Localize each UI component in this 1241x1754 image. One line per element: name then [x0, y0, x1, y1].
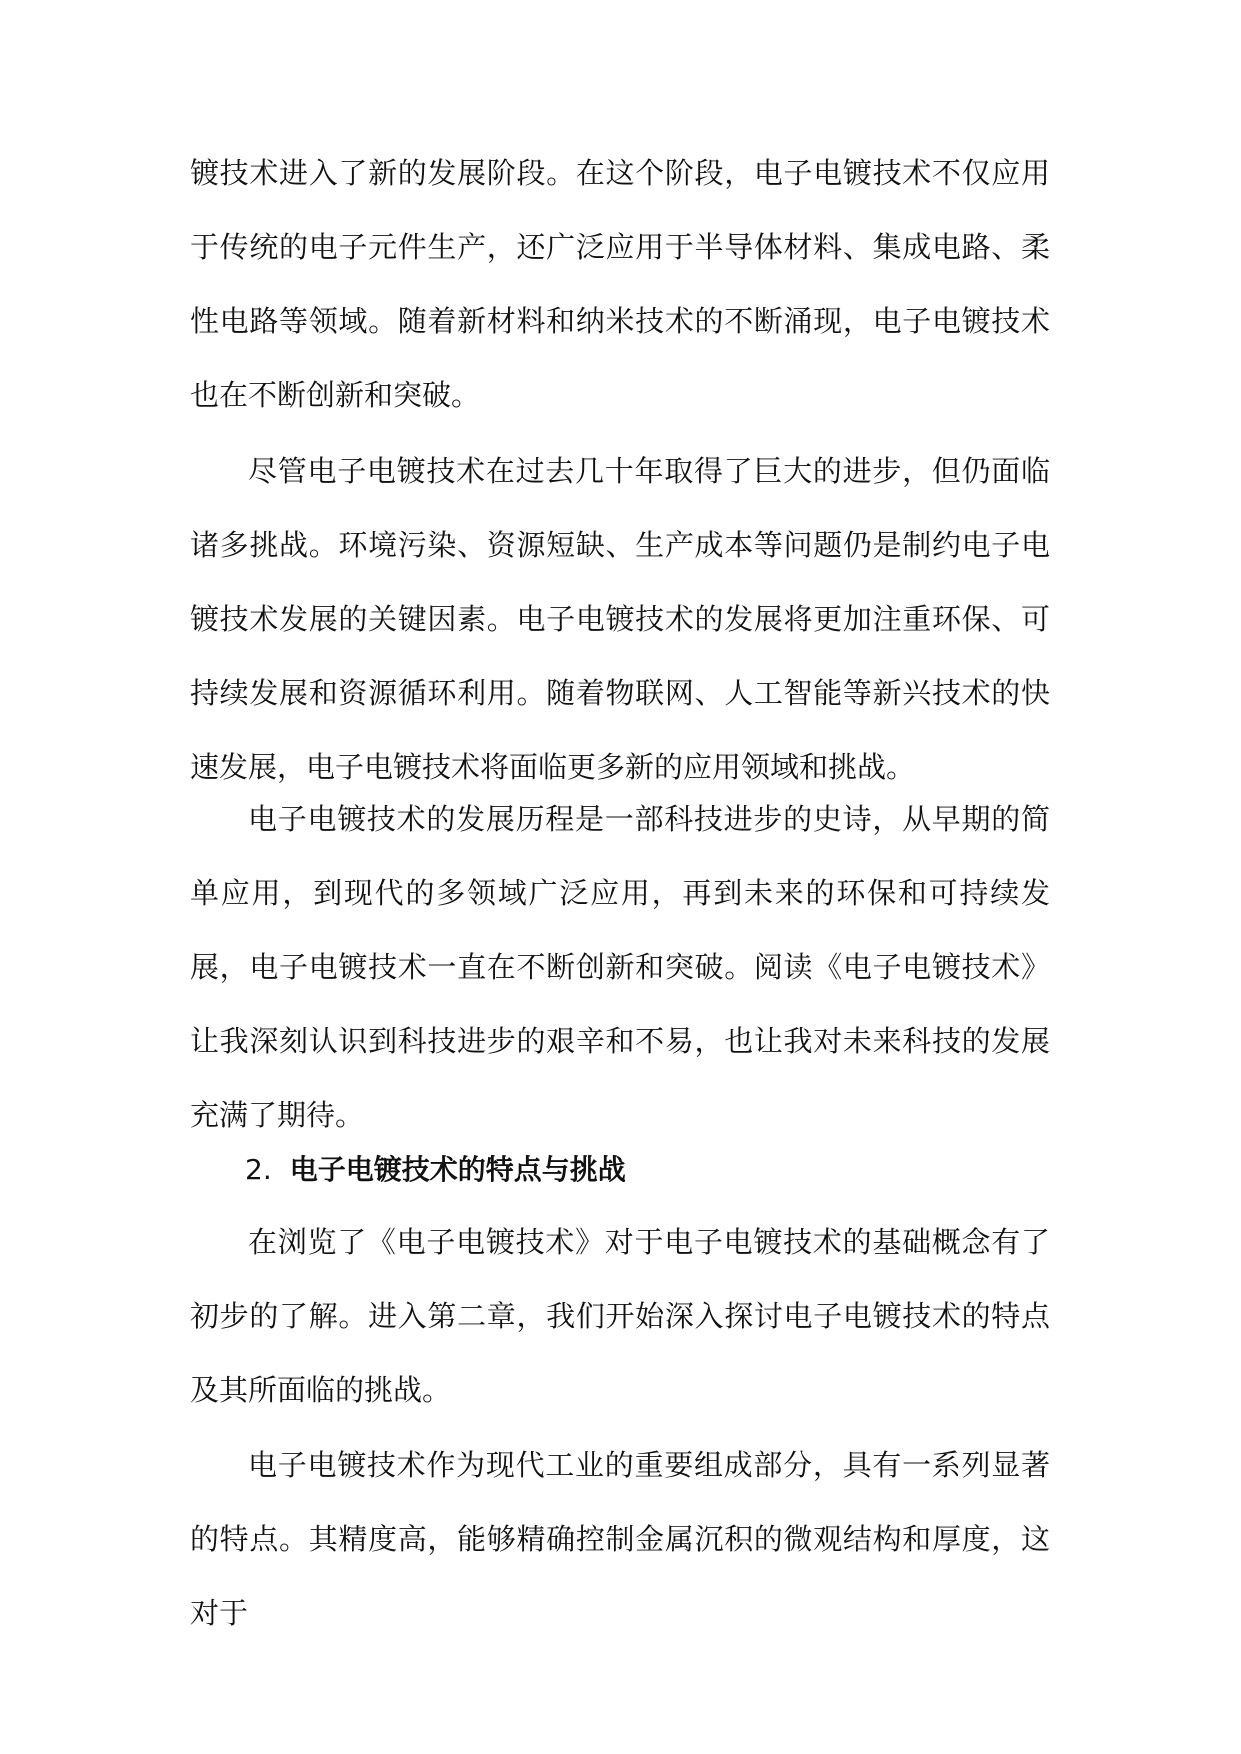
paragraph-summary: 电子电镀技术的发展历程是一部科技进步的史诗，从早期的简单应用，到现代的多领域广泛应用，再到未来的环保和可持续发展，电子电镀技术一直在不断创新和突破。阅读《电子电镀技术》让我深刻认识到科技进步的艰辛和不易，也让我对未来科技的发展充满了期待。 — [190, 802, 1050, 1132]
paragraph-features: 电子电镀技术作为现代工业的重要组成部分，具有一系列显著的特点。其精度高，能够精确控制金属沉积的微观结构和厚度，这对于 — [190, 1448, 1050, 1630]
section-title: 电子电镀技术的特点与挑战 — [289, 1153, 626, 1186]
paragraph-intro-chapter-two: 在浏览了《电子电镀技术》对于电子电镀技术的基础概念有了初步的了解。进入第二章，我们开始深入探讨电子电镀技术的特点及其所面临的挑战。 — [190, 1225, 1050, 1407]
section-number: 2. — [245, 1153, 272, 1186]
paragraph-challenges: 尽管电子电镀技术在过去几十年取得了巨大的进步，但仍面临诸多挑战。环境污染、资源短缺、生产成本等问题仍是制约电子电镀技术发展的关键因素。电子电镀技术的发展将更加注重环保、可持续发展和资源循环利用。随着物联网、人工智能等新兴技术的快速发展，电子电镀技术将面临更多新的应用领域和挑战。 — [190, 454, 1050, 784]
paragraph-continuation: 镀技术进入了新的发展阶段。在这个阶段，电子电镀技术不仅应用于传统的电子元件生产，还广泛应用于半导体材料、集成电路、柔性电路等领域。随着新材料和纳米技术的不断涌现，电子电镀技术也在不断创新和突破。 — [190, 156, 1050, 412]
section-heading — [245, 1150, 626, 1190]
